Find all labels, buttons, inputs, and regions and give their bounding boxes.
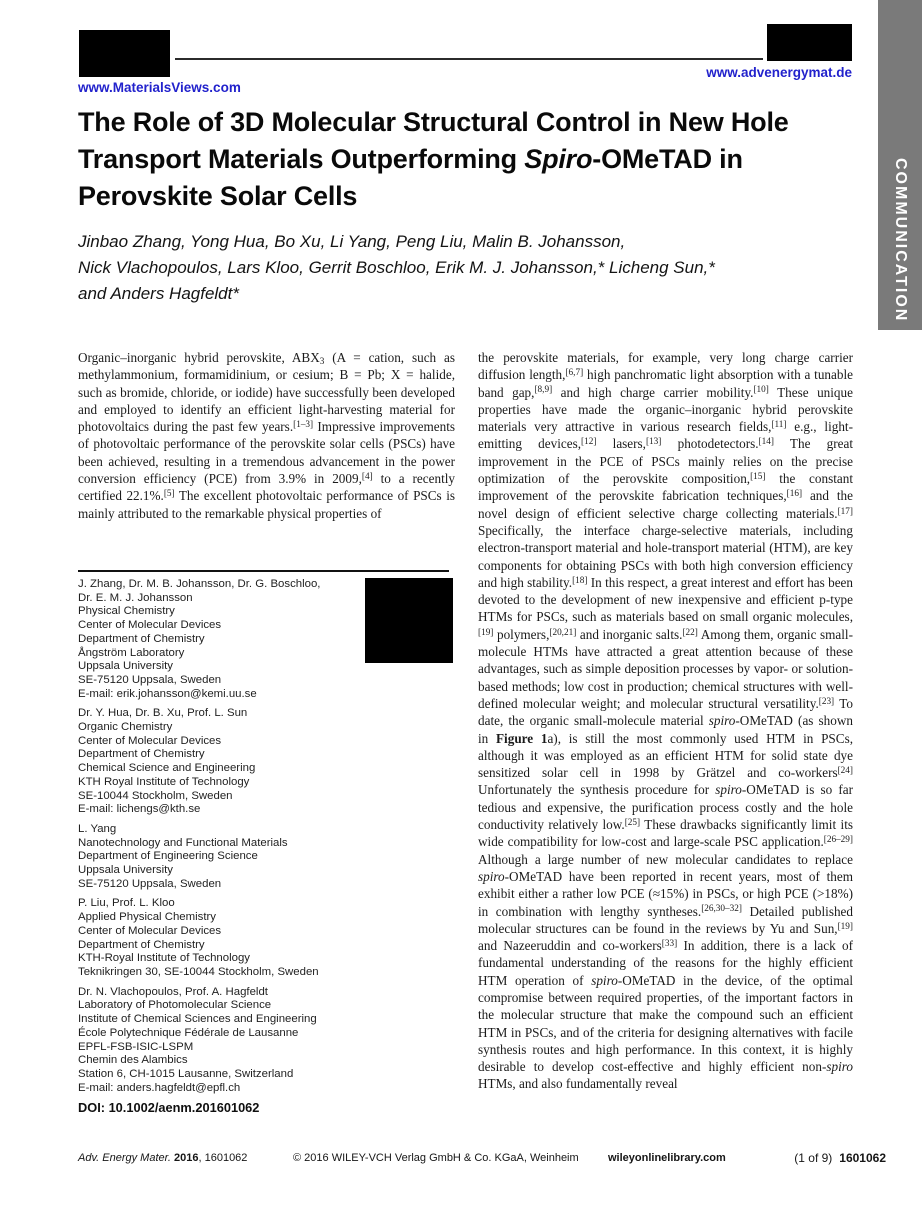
line: Center of Molecular Devices [78,734,222,747]
communication-banner [878,0,922,330]
banner-label: COMMUNICATION [892,157,909,322]
line: P. Liu, Prof. L. Kloo [78,897,175,910]
line: Institute of Chemical Sciences and Engineering [78,1013,317,1026]
line: Department of Chemistry [78,748,205,761]
body-left-column: Organic–inorganic hybrid perovskite, $ABX_3$ (A = cation, such as methylammonium, formamidinium, or cesium; B = Pb; X = halide, such as bromide, chloride, or iodide) have successfully been developed and employed to identify an efficient light-harvesting material for photovoltaics during the past few years.[1–3] Impressive improvements of photovoltaic performance of the perovskite solar cells (PSCs) have been achieved, resulting in a tremendous advancement in the power conversion efficiency (PCE) from 3.9% in 2009,[4] to a recently certified 22.1%.[5] The excellent photovoltaic performance of PSCs is mainly attributed to the remarkable physical properties of [78,350,456,521]
line: Applied Physical Chemistry [78,911,217,924]
advanced-energy-materials-logo [767,24,852,61]
affiliation-block [78,707,370,817]
line: Department of Engineering Science [78,850,258,863]
line: EPFL-FSB-ISIC-LSPM [78,1040,194,1053]
line: SE-10044 Stockholm, Sweden [78,789,233,802]
line: Chemin des Alambics [78,1054,188,1067]
line: Dr. Y. Hua, Dr. B. Xu, Prof. L. Sun [78,707,248,720]
line: KTH-Royal Institute of Technology [78,952,250,965]
article-title [78,104,848,215]
line: E-mail: erik.johansson@kemi.uu.se [78,687,257,700]
line: Jinbao Zhang, Yong Hua, Bo Xu, Li Yang, Peng Liu, Malin B. Johansson, [78,232,626,251]
affiliation-block [78,578,370,701]
affiliation-block [78,897,370,979]
footer-citation: Adv. Energy Mater. 2016, 1601062 [78,1152,248,1164]
line: Ångström Laboratory [78,646,185,659]
line: Physical Chemistry [78,605,175,618]
doi-label: DOI: 10.1002/aenm.201601062 [78,1100,260,1115]
body-right-column: the perovskite materials, for example, very long charge carrier diffusion length,[6,7] high panchromatic light absorption with a tunable band gap,[8,9] and high charge carrier mobility.[10] These unique properties have made the organic–inorganic hybrid perovskite materials very attractive in various research fields,[11] e.g., light-emitting devices,[12] lasers,[13] photodetectors.[14] The great improvement in the PCE of PSCs mainly relies on the precise optimization of the perovskite composition,[15] the constant improvement of the perovskite fabrication techniques,[16] and the novel design of efficient selective charge collecting materials.[17] Specifically, the interface charge-selective materials, including electron-transport material and hole-transport material (HTM), are key components for obtaining PSCs with both high conversion efficiency and high stability.[18] In this respect, a great interest and effort has been devoted to the development of new inexpensive and efficient p-type HTMs for PSCs, such as materials based on small organic molecules,[19] polymers,[20,21] and inorganic salts.[22] Among them, organic small-molecule HTMs have attracted a great attention because of these advantages, such as simple deposition processes by vapor- or solution-based methods; low cost in production; chemical structures with well-defined molecular weight; and molecular structural versatility.[23] To date, the organic small-molecule material spiro-OMeTAD (as shown in Figure 1a), is still the most commonly used HTM in PSCs, although it was employed as an efficient HTM for solid state dye sensitized solar cell in 1998 by Grätzel and co-workers[24] Unfortunately the synthesis procedure for spiro-OMeTAD is so far tedious and expensive, the purification process costly and the hole conductivity relatively low.[25] These drawbacks significantly limit its wide compatibility for low-cost and large-scale PSC application.[26–29] Although a large number of new molecular candidates to replace spiro-OMeTAD have been reported in recent years, most of them exhibit either a rather low PCE (≈15%) in PSCs, or high PCE (>18%) in combination with lengthy syntheses.[26,30–32] Detailed published molecular structures can be found in the reviews by Yu and Sun,[19] and Nazeeruddin and co-workers[33] In addition, there is a lack of fundamental understanding of the reasons for the highly efficient HTM operation of spiro-OMeTAD in the device, of the optimal compromise between required properties, of the important factors in the molecular structure that make the compound such an efficient HTM in PSCs, and of the criteria for designing alternatives with facile synthesis routes and high performance. In this context, it is highly desirable to develop cost-effective and highly efficient non-spiro HTMs, and also fundamentally reveal [478,350,854,1092]
line: Organic Chemistry [78,721,173,734]
affiliation-block [78,823,370,892]
line: Transport Materials Outperforming Spiro-OMeTAD in [78,144,743,174]
line: E-mail: anders.hagfeldt@epfl.ch [78,1081,241,1094]
line: Laboratory of Photomolecular Science [78,999,272,1012]
author-list [78,229,848,307]
line: Uppsala University [78,660,173,673]
line: École Polytechnique Fédérale de Lausanne [78,1026,299,1039]
line: KTH Royal Institute of Technology [78,775,250,788]
line: J. Zhang, Dr. M. B. Johansson, Dr. G. Boschloo, [78,578,321,590]
line: Center of Molecular Devices [78,619,222,632]
materialsviews-link[interactable]: www.MaterialsViews.com [78,80,241,95]
line: Nanotechnology and Functional Materials [78,836,288,849]
line: Perovskite Solar Cells [78,181,358,211]
header-divider [175,58,763,60]
footer-copyright: © 2016 WILEY-VCH Verlag GmbH & Co. KGaA, Weinheim [293,1152,579,1164]
line: SE-75120 Uppsala, Sweden [78,877,222,890]
materialsviews-logo [79,30,170,77]
advenergymat-link[interactable]: www.advenergymat.de [706,65,852,80]
article-id: 1601062 [839,1151,886,1165]
line: Dr. N. Vlachopoulos, Prof. A. Hagfeldt [78,985,268,998]
line: SE-75120 Uppsala, Sweden [78,673,222,686]
affiliations [78,578,370,1101]
footer-page-info [760,1151,886,1165]
line: Department of Chemistry [78,938,205,951]
affiliations-divider [78,570,449,572]
affiliation-block [78,986,370,1096]
line: Department of Chemistry [78,632,205,645]
line: L. Yang [78,822,117,835]
line: Center of Molecular Devices [78,924,222,937]
line: and Anders Hagfeldt* [78,284,239,303]
line: Chemical Science and Engineering [78,762,256,775]
line: Teknikringen 30, SE-10044 Stockholm, Sweden [78,965,319,978]
line: E-mail: lichengs@kth.se [78,803,201,816]
page-number: (1 of 9) [794,1151,833,1165]
line: Uppsala University [78,864,173,877]
line: The Role of 3D Molecular Structural Control in New Hole [78,107,789,137]
line: Dr. E. M. J. Johansson [78,591,193,604]
line: Nick Vlachopoulos, Lars Kloo, Gerrit Boschloo, Erik M. J. Johansson,* Licheng Sun,* [78,258,715,277]
graphical-abstract-box [365,578,453,663]
wileyonlinelibrary-link[interactable]: wileyonlinelibrary.com [608,1152,726,1164]
line: Station 6, CH-1015 Lausanne, Switzerland [78,1067,294,1080]
